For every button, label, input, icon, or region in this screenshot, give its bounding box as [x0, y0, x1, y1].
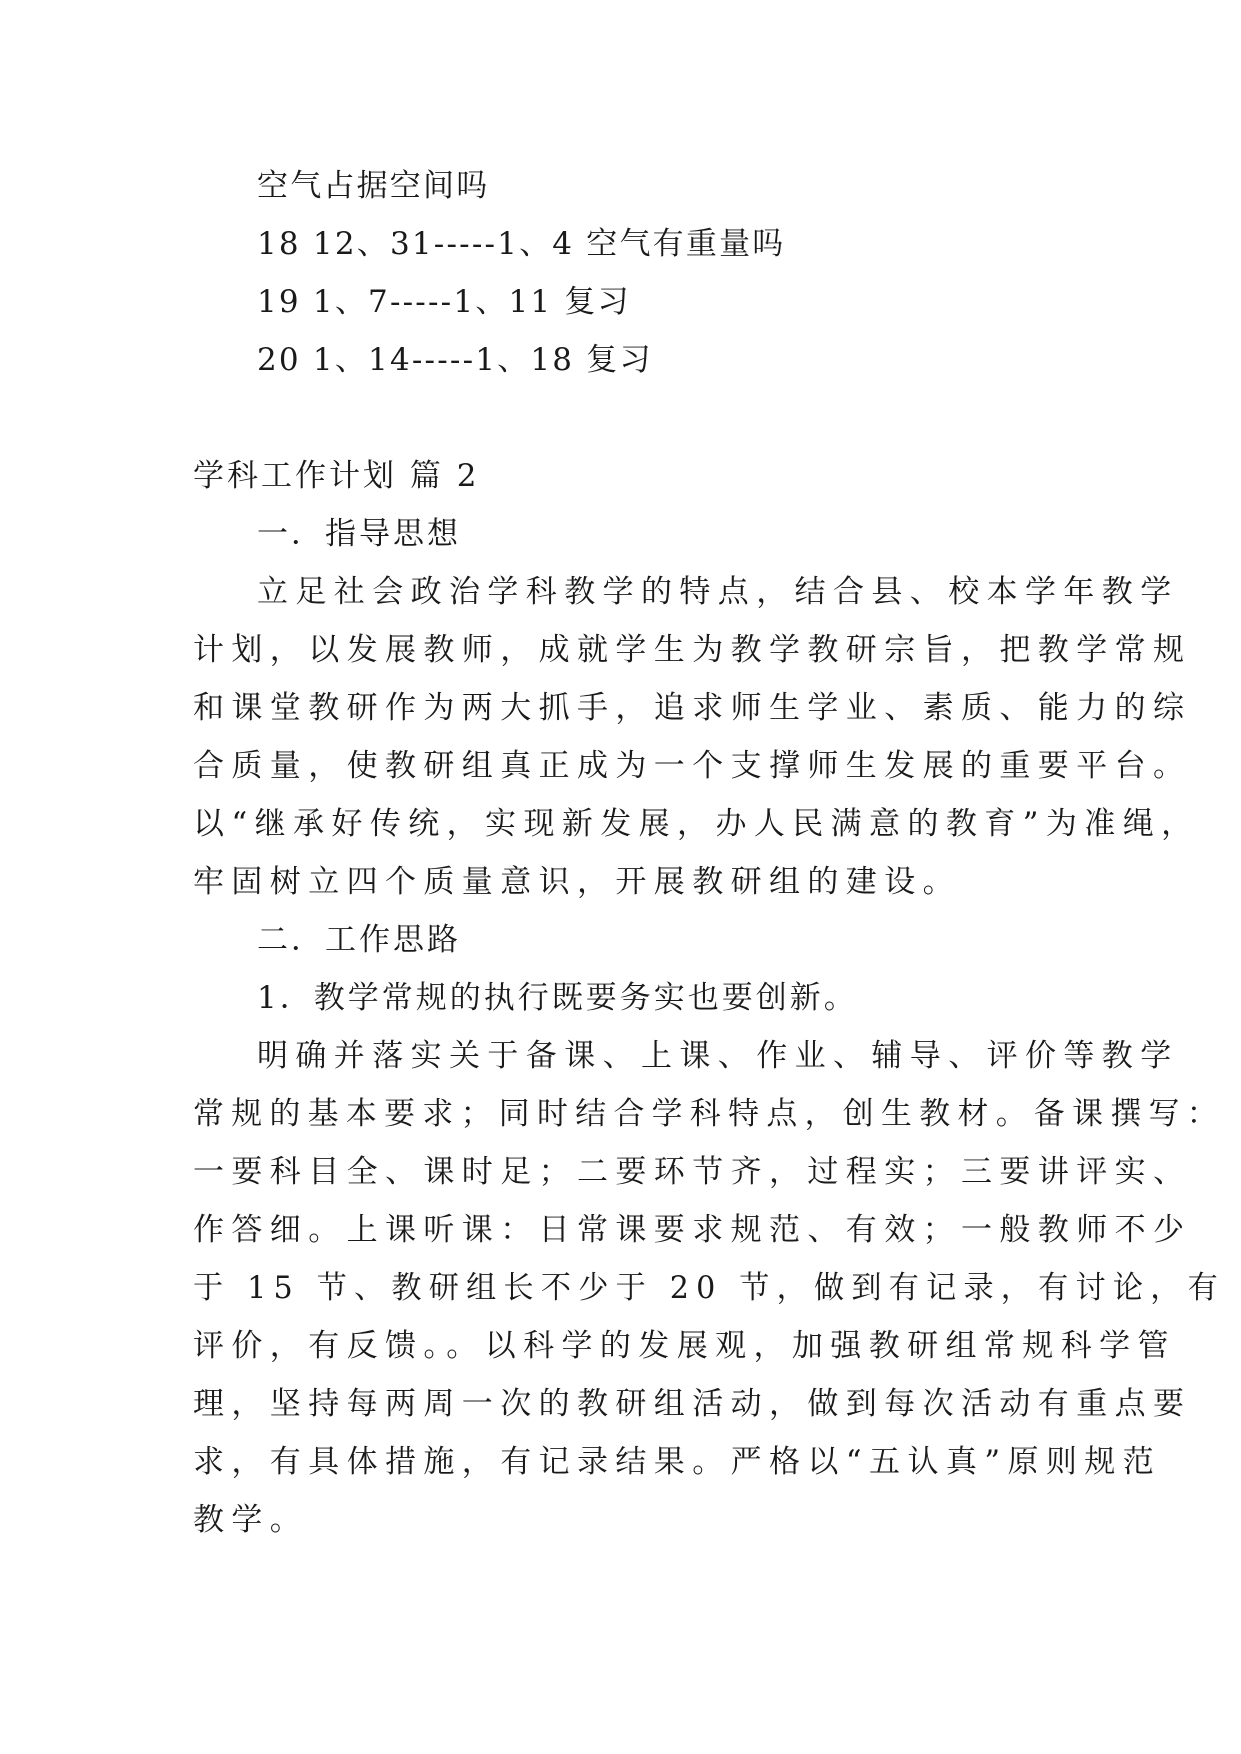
paragraph-line: 计划，以发展教师，成就学生为教学教研宗旨，把教学常规: [193, 632, 1192, 668]
schedule-item: 19 1、7-----1、11 复习: [257, 284, 631, 320]
paragraph-line: 合质量，使教研组真正成为一个支撑师生发展的重要平台。: [193, 748, 1192, 784]
paragraph-line: 评价，有反馈。。以科学的发展观，加强教研组常规科学管: [193, 1328, 1176, 1364]
schedule-item: 18 12、31-----1、4 空气有重量吗: [257, 226, 786, 262]
paragraph-line: 于 15 节、教研组长不少于 20 节，做到有记录，有讨论，有: [193, 1270, 1225, 1306]
paragraph-line: 和课堂教研作为两大抓手，追求师生学业、素质、能力的综: [193, 690, 1192, 726]
part2-heading: 二．工作思路: [257, 922, 461, 958]
paragraph-line: 牢固树立四个质量意识，开展教研组的建设。: [193, 864, 961, 900]
paragraph-line: 作答细。上课听课：日常课要求规范、有效；一般教师不少: [193, 1212, 1192, 1248]
paragraph-line: 教学。: [193, 1502, 309, 1538]
part1-heading: 一．指导思想: [257, 516, 461, 552]
paragraph-line: 理，坚持每两周一次的教研组活动，做到每次活动有重点要: [193, 1386, 1192, 1422]
paragraph-line: 明确并落实关于备课、上课、作业、辅导、评价等教学: [257, 1038, 1179, 1074]
paragraph-line: 以“继承好传统，实现新发展，办人民满意的教育”为准绳，: [193, 806, 1200, 842]
schedule-item: 20 1、14-----1、18 复习: [257, 342, 653, 378]
section-title: 学科工作计划 篇 2: [193, 458, 480, 494]
paragraph-line: 一要科目全、课时足；二要环节齐，过程实；三要讲评实、: [193, 1154, 1192, 1190]
paragraph-line: 立足社会政治学科教学的特点，结合县、校本学年教学: [257, 574, 1179, 610]
schedule-item: 空气占据空间吗: [257, 168, 490, 204]
paragraph-line: 求，有具体措施，有记录结果。严格以“五认真”原则规范: [193, 1444, 1162, 1480]
point1-heading: 1．教学常规的执行既要务实也要创新。: [257, 980, 858, 1016]
paragraph-line: 常规的基本要求；同时结合学科特点，创生教材。备课撰写：: [193, 1096, 1226, 1132]
